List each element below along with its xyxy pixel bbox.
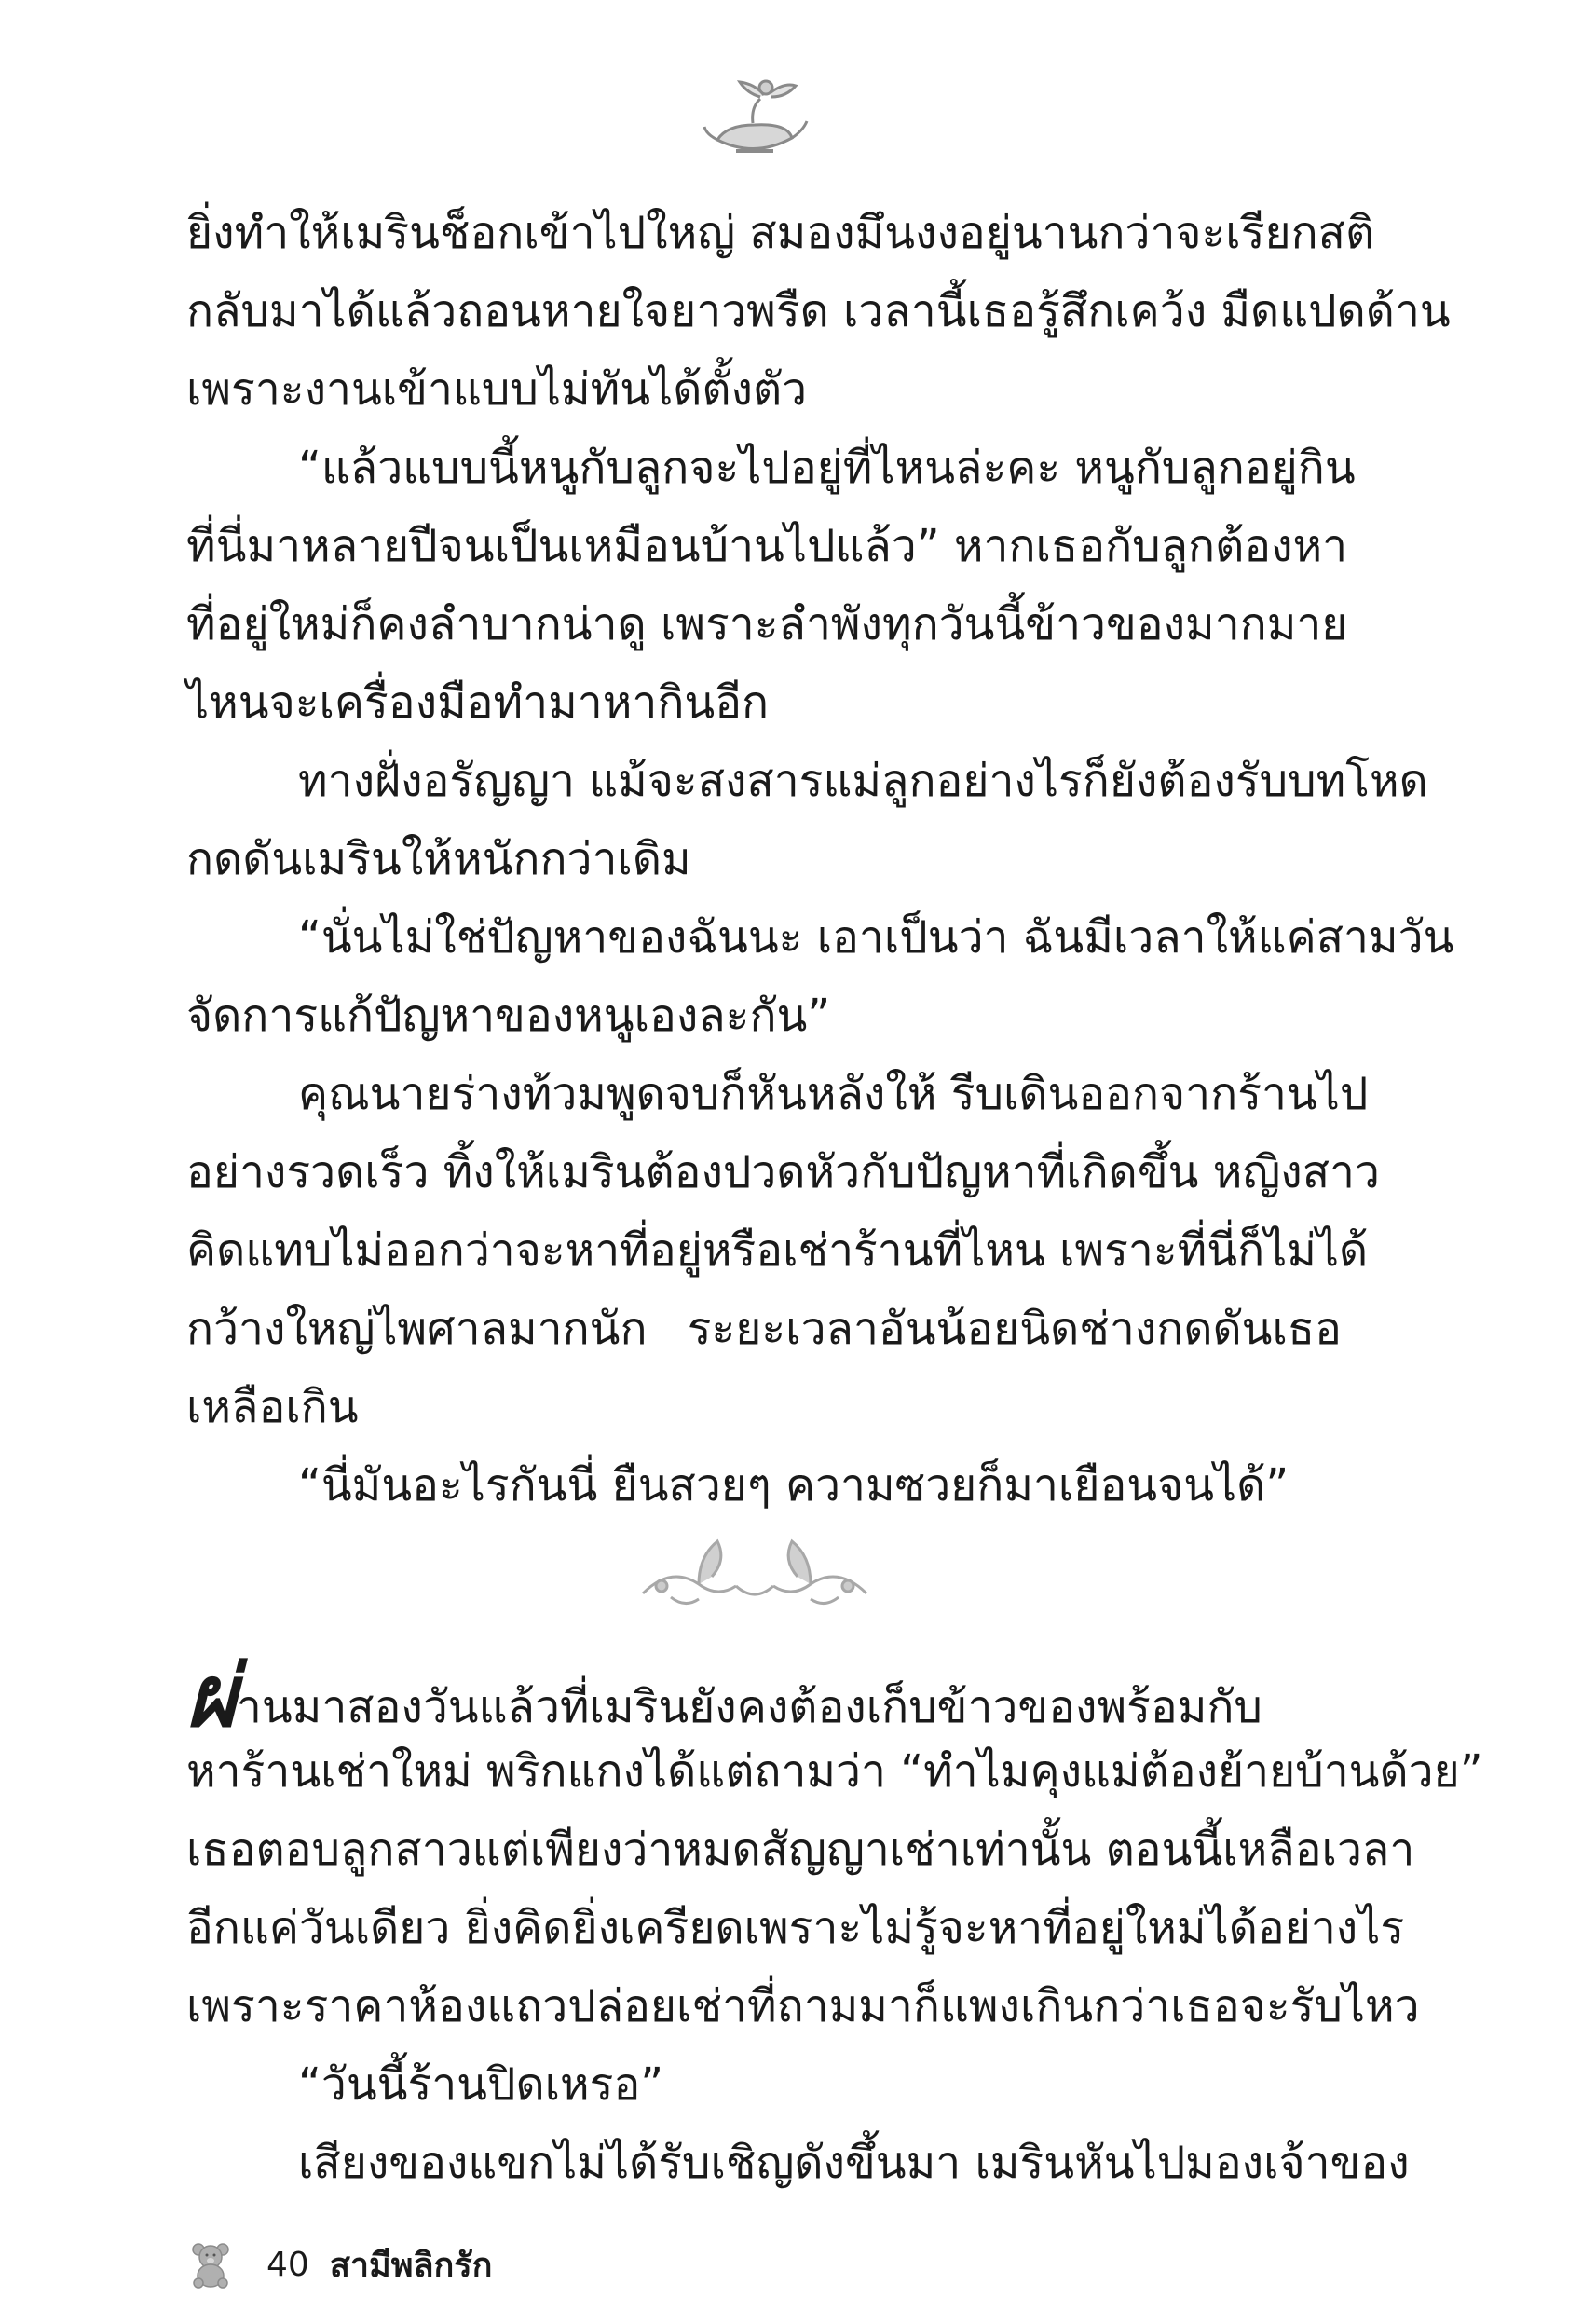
teddy-bear-icon [186,2240,235,2289]
book-title: สามีพลิกรัก [329,2246,493,2285]
text-line: หาร้านเช่าใหม่ พริกแกงได้แต่ถามว่า “ทำไมคุงแม่ต้องย้ายบ้านด้วย” [186,1745,1483,1798]
first-line-text: านมาสองวันแล้วที่เมรินยังคงต้องเก็บข้าวของพร้อมกับ [236,1681,1262,1733]
body-text-section-2 [186,1647,1483,2202]
text-line: ที่นี่มาหลายปีจนเป็นเหมือนบ้านไปแล้ว” หากเธอกับลูกต้องหา [186,520,1348,572]
text-line: เสียงของแขกไม่ได้รับเชิญดังขึ้นมา เมรินหันไปมองเจ้าของ [298,2137,1410,2189]
page-footer [186,2236,492,2292]
body-text-section-1 [186,194,1454,1525]
text-line [186,1647,1342,1746]
page-number: 40 [266,2245,309,2284]
text-line: กว้างใหญ่ไพศาลมากนัก ระยะเวลาอันน้อยนิดช่างกดดันเธอ [186,1303,1342,1355]
text-line: “นี่มันอะไรกันนี่ ยืนสวยๆ ความซวยก็มาเยือนจนได้” [298,1459,1289,1511]
floral-scroll-icon [634,1528,876,1612]
text-line: ทางฝั่งอรัญญา แม้จะสงสารแม่ลูกอย่างไรก็ยังต้องรับบทโหด [298,755,1428,807]
text-line: กดดันเมรินให้หนักกว่าเดิม [186,833,691,885]
text-line: กลับมาได้แล้วถอนหายใจยาวพรืด เวลานี้เธอรู้สึกเคว้ง มืดแปดด้าน [186,285,1451,337]
text-line: อีกแค่วันเดียว ยิ่งคิดยิ่งเครียดเพราะไม่รู้จะหาที่อยู่ใหม่ได้อย่างไร [186,1902,1405,1954]
text-line: จัดการแก้ปัญหาของหนูเองละกัน” [186,990,831,1042]
text-line: ไหนจะเครื่องมือทำมาหากินอีก [186,677,770,729]
text-line: “แล้วแบบนี้หนูกับลูกจะไปอยู่ที่ไหนล่ะคะ หนูกับลูกอยู่กิน [298,442,1356,494]
text-line: เพราะราคาห้องแถวปล่อยเช่าที่ถามมาก็แพงเกินกว่าเธอจะรับไหว [186,1980,1420,2032]
text-line: อย่างรวดเร็ว ทิ้งให้เมรินต้องปวดหัวกับปัญหาที่เกิดขึ้น หญิงสาว [186,1146,1380,1198]
text-line: เพราะงานเข้าแบบไม่ทันได้ตั้งตัว [186,363,808,416]
text-line: คุณนายร่างท้วมพูดจบก็หันหลังให้ รีบเดินออกจากร้านไป [298,1068,1369,1120]
text-line: คิดแทบไม่ออกว่าจะหาที่อยู่หรือเช่าร้านที่ไหน เพราะที่นี่ก็ไม่ได้ [186,1224,1369,1277]
magic-lamp-fairy-icon [699,65,811,168]
text-line: ยิ่งทำให้เมรินช็อกเข้าไปใหญ่ สมองมึนงงอยู่นานกว่าจะเรียกสติ [186,207,1375,259]
text-line: เธอตอบลูกสาวแต่เพียงว่าหมดสัญญาเช่าเท่านั้น ตอนนี้เหลือเวลา [186,1824,1415,1876]
text-line: “นั่นไม่ใช่ปัญหาของฉันนะ เอาเป็นว่า ฉันมีเวลาให้แค่สามวัน [298,911,1454,964]
drop-cap: ผ่ [186,1647,237,1746]
text-line: ที่อยู่ใหม่ก็คงลำบากน่าดู เพราะลำพังทุกวันนี้ข้าวของมากมาย [186,598,1348,650]
text-line: เหลือเกิน [186,1381,359,1433]
text-line: “วันนี้ร้านปิดเหรอ” [298,2058,664,2111]
